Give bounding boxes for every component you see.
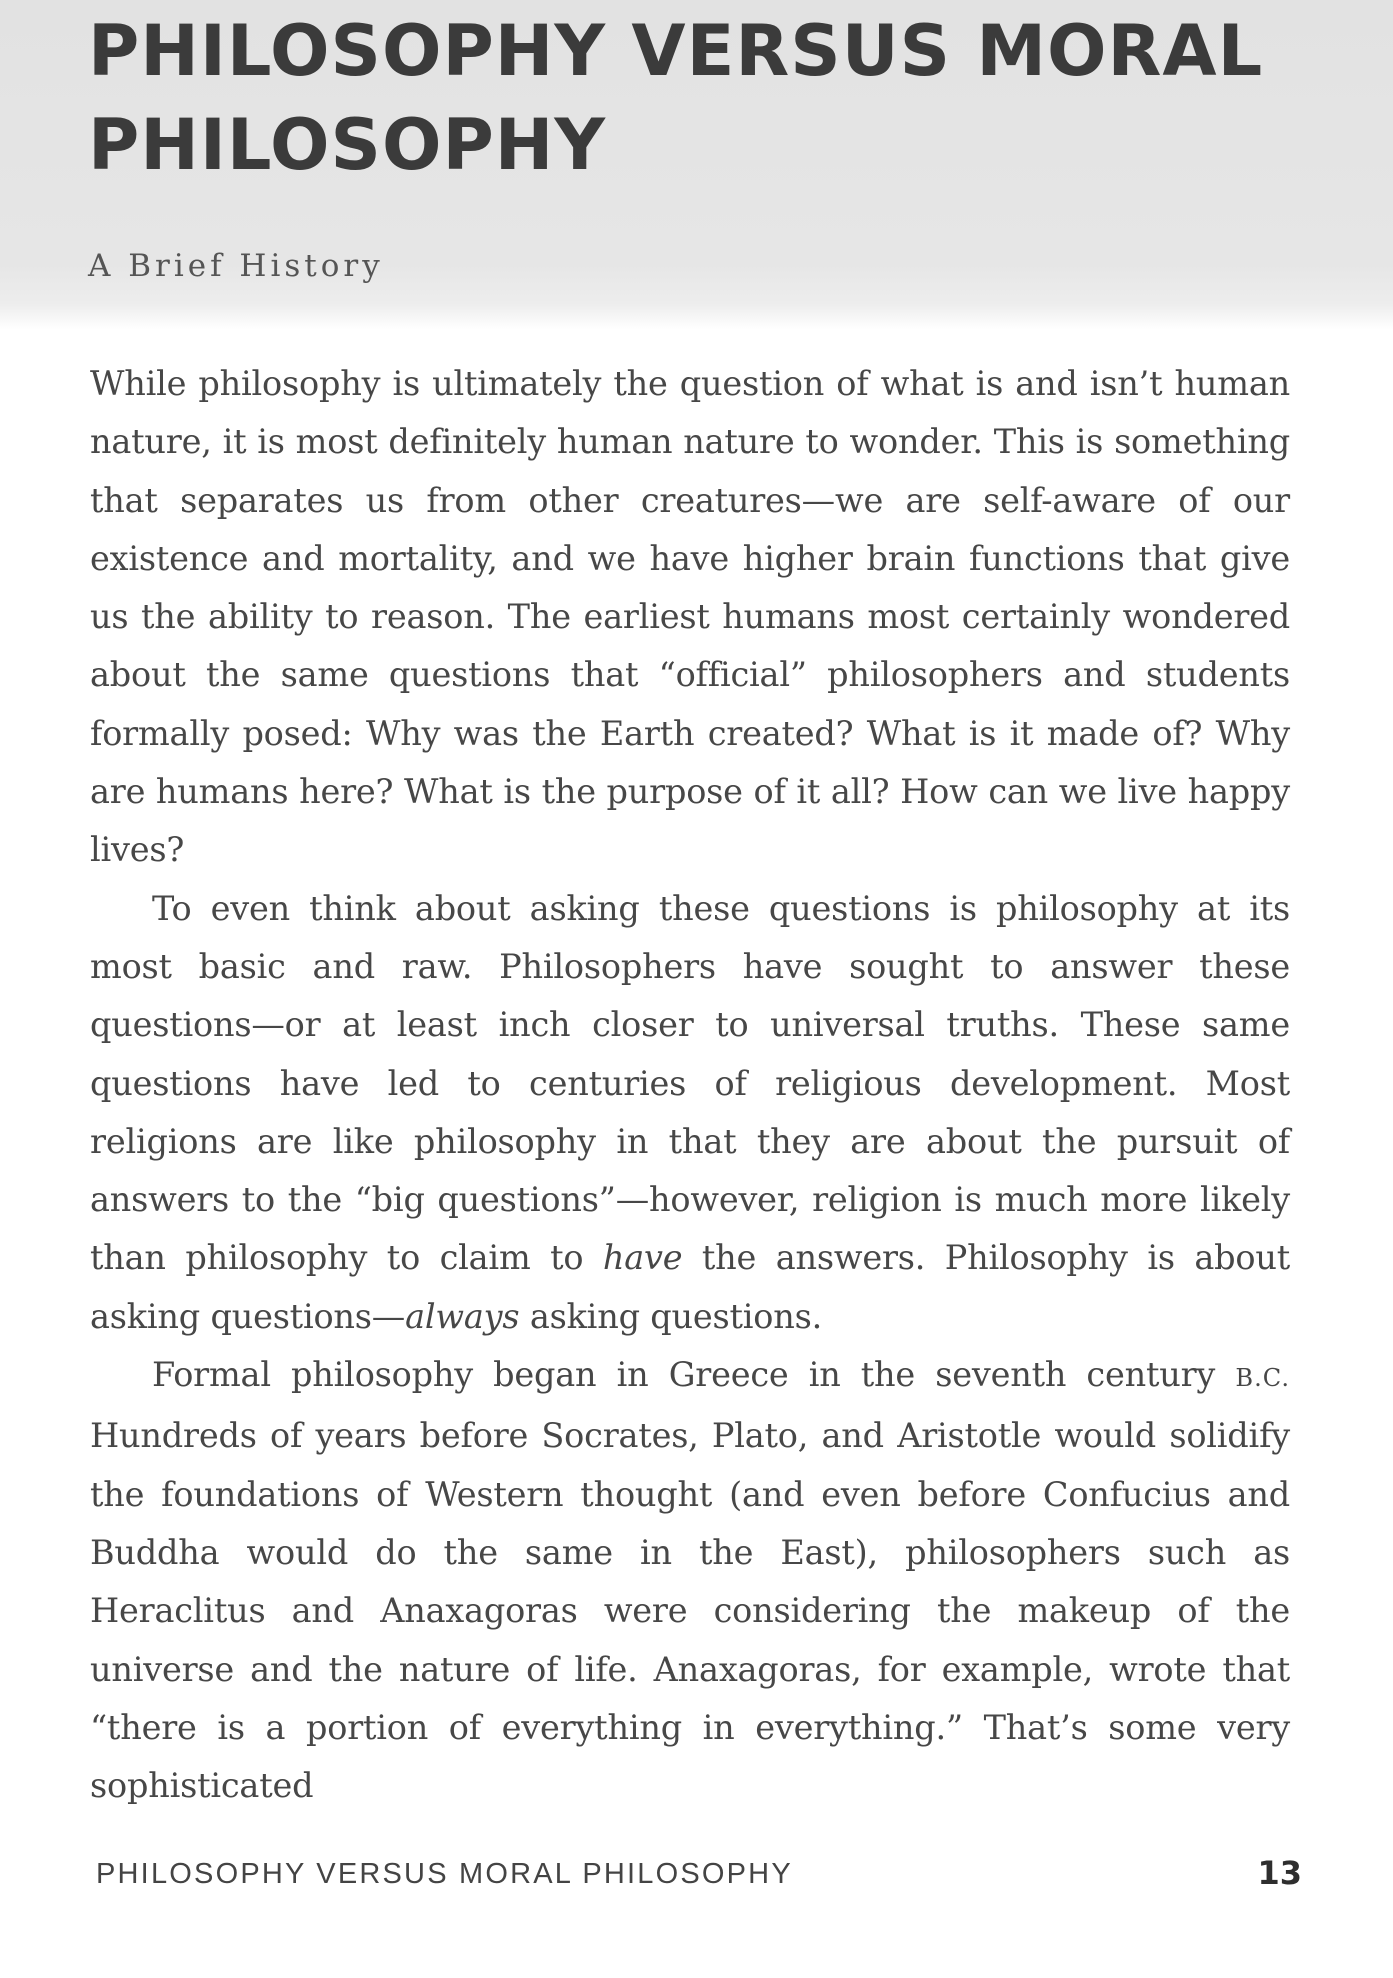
body-text (90, 355, 1290, 1815)
chapter-header-band (0, 0, 1393, 330)
paragraph-2-part-1: To even think about asking these questions is philosophy at its most basic and raw. Philosophers have sought to answer these questions—or at least inch closer to universal truths. These same questions have led to centuries of religious development. Most religions are like philosophy in that they are about the pursuit of answers to the “big questions”—however, religion is much more likely than philosophy to claim to (90, 888, 1290, 1278)
paragraph-3-part-2: Hundreds of years before Socrates, Plato, and Aristotle would solidify the foundations of Western thought (and even before Confucius and Buddha would do the same in the East), philosophers such as Heraclitus and Anaxagoras were considering the makeup of the universe and the nature of life. Anaxagoras, for example, wrote that “there is a portion of everything in everything.” That’s some very sophisticated (90, 1416, 1290, 1806)
paragraph-2-emphasis-always: always (405, 1296, 520, 1336)
page-number: 13 (1257, 1854, 1302, 1892)
chapter-title-line-2: PHILOSOPHY (88, 104, 607, 186)
paragraph-2-emphasis-have: have (602, 1238, 683, 1278)
page-footer (96, 1854, 1302, 1898)
paragraph-1: While philosophy is ultimately the question of what is and isn’t human nature, it is most definitely human nature to wonder. This is something that separates us from other creatures—we are self-aware of our existence and mortality, and we have higher brain functions that give us the ability to reason. The earliest humans most certainly wondered about the same questions that “official” philosophers and students formally posed: Why was the Earth created? What is it made of? Why are humans here? What is the purpose of it all? How can we live happy lives? (90, 364, 1290, 870)
paragraph-2-part-3: asking questions. (519, 1296, 823, 1336)
chapter-title (88, 4, 1288, 192)
paragraph-2 (90, 880, 1290, 1346)
paragraph-2-part-2: the answers. Philosophy is about asking questions— (90, 1238, 1290, 1336)
paragraph-3 (90, 1346, 1290, 1815)
paragraph-3-era-abbreviation: B.C. (1235, 1364, 1290, 1393)
chapter-title-line-1: PHILOSOPHY VERSUS MORAL (88, 10, 1264, 92)
running-head: PHILOSOPHY VERSUS MORAL PHILOSOPHY (96, 1858, 793, 1890)
chapter-subtitle: A Brief History (88, 248, 384, 284)
paragraph-3-part-1: Formal philosophy began in Greece in the seventh century (152, 1355, 1236, 1395)
